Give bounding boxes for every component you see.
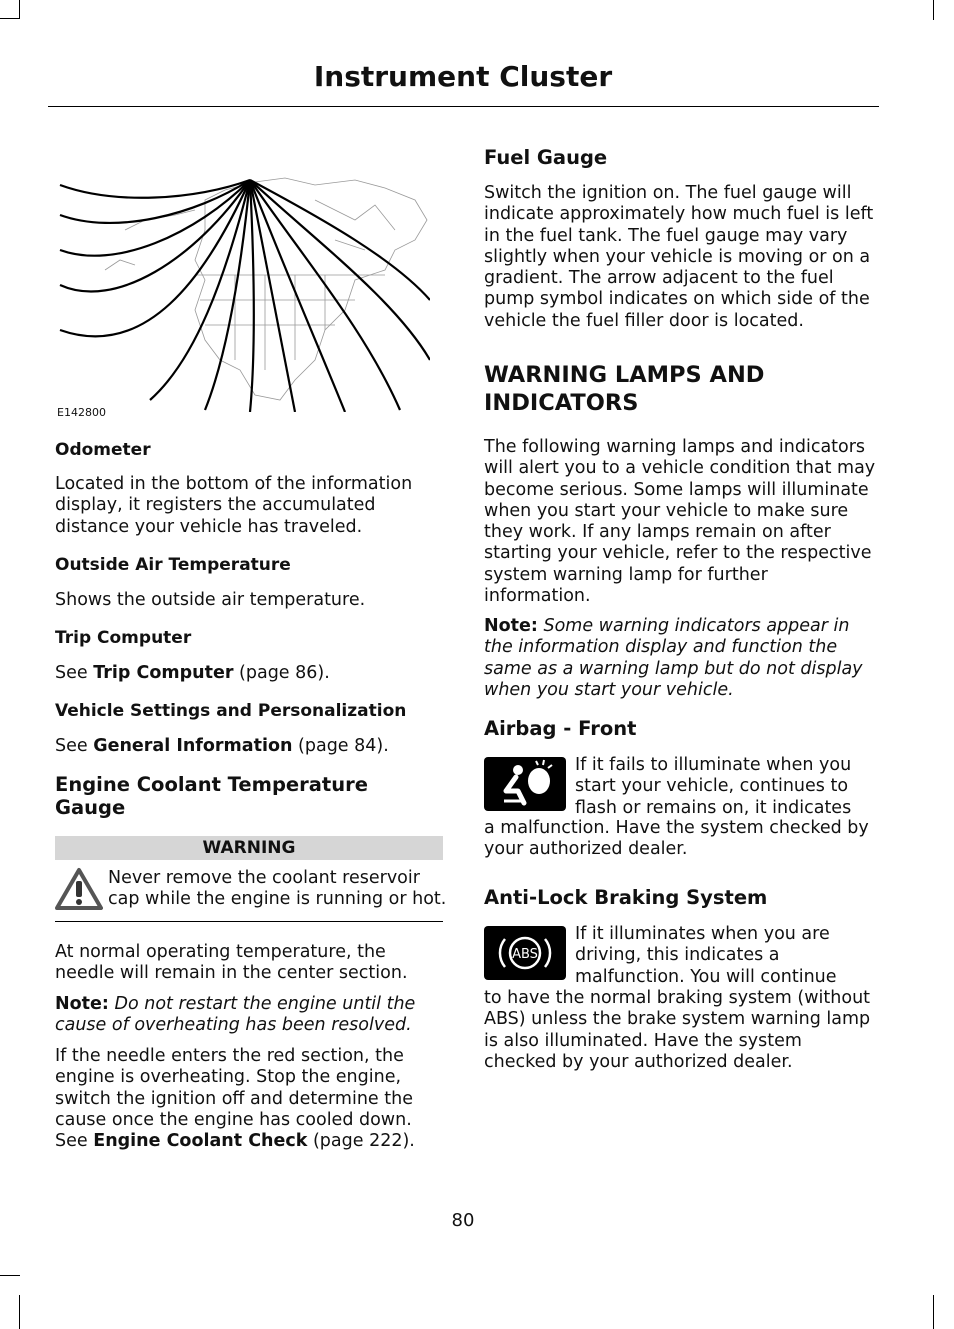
- abs-icon-label: ABS: [512, 947, 538, 962]
- airbag-line2: start your vehicle, continues to: [575, 776, 849, 797]
- crop-mark: [0, 1275, 20, 1276]
- engine-coolant-check-link[interactable]: Engine Coolant Check: [93, 1131, 308, 1152]
- header-rule: [48, 106, 879, 107]
- fuel-gauge-heading: Fuel Gauge: [484, 146, 608, 169]
- general-information-link[interactable]: General Information: [93, 736, 293, 756]
- see-label: See: [55, 663, 88, 683]
- airbag-text-rest: a malfunction. Have the system checked by your authorized dealer.: [484, 818, 869, 860]
- abs-text-rest: to have the normal braking system (without ABS) unless the brake system warning lamp is also illuminated. Have the system checked by your authorized dealer.: [484, 988, 871, 1072]
- abs-line2: driving, this indicates a: [575, 945, 780, 966]
- note-label: Note:: [484, 616, 538, 636]
- page-title: Instrument Cluster: [313, 60, 613, 93]
- fuel-gauge-text: Switch the ignition on. The fuel gauge will indicate approximately how much fuel is left in the fuel tank. The fuel gauge may vary slightly when your vehicle is moving or on a gradient. The arrow adjacent to the fuel pump symbol indicates on which side of the vehicle the fuel filler door is located.: [484, 183, 874, 331]
- crop-mark: [933, 0, 934, 20]
- see-label: See: [55, 1131, 88, 1152]
- abs-line3: malfunction. You will continue: [575, 966, 837, 987]
- abs-icon: [484, 926, 566, 980]
- coolant-heading-line2: Gauge: [55, 796, 126, 819]
- warning-lamps-text: The following warning lamps and indicators will alert you to a vehicle condition that may become serious. Some lamps will illuminate when you start your vehicle to make sure they work. If any lamps remain on after starting your vehicle, refer to the respective system warning lamp for further information.: [484, 437, 876, 607]
- warning-lamps-heading-line2: INDICATORS: [484, 390, 639, 416]
- note-text: Do not restart the engine until the cause of overheating has been resolved.: [55, 994, 416, 1036]
- note-label: Note:: [55, 994, 109, 1014]
- vehicle-settings-reference: [55, 736, 443, 757]
- odometer-text: Located in the bottom of the information display, it registers the accumulated distance your vehicle has traveled.: [55, 474, 413, 537]
- odometer-heading: Odometer: [55, 440, 151, 460]
- trip-computer-reference: [55, 663, 443, 684]
- crop-mark: [0, 18, 20, 19]
- abs-line1: If it illuminates when you are: [575, 924, 830, 944]
- see-label: See: [55, 736, 88, 756]
- note-text: Some warning indicators appear in the information display and function the same as a warning lamp but do not display when you start your vehicle.: [484, 616, 863, 700]
- coolant-overheat-text: [55, 1046, 443, 1152]
- trip-computer-heading: Trip Computer: [55, 628, 192, 648]
- warning-lamps-note: [484, 616, 876, 701]
- page-number: 80: [451, 1210, 475, 1231]
- page-reference: (page 84).: [298, 736, 389, 756]
- page-reference: (page 86).: [239, 663, 330, 683]
- warning-lamps-heading: [484, 361, 876, 417]
- coolant-gauge-heading: [55, 773, 443, 819]
- warning-label: WARNING: [55, 836, 443, 860]
- warning-lamps-heading-line1: WARNING LAMPS AND: [484, 362, 765, 388]
- outside-air-text: Shows the outside air temperature.: [55, 590, 366, 610]
- outside-air-heading: Outside Air Temperature: [55, 555, 291, 575]
- airbag-line3: flash or remains on, it indicates: [575, 797, 852, 818]
- airbag-line1: If it fails to illuminate when you: [575, 755, 852, 775]
- crop-mark: [19, 1295, 20, 1329]
- crop-mark: [933, 1295, 934, 1329]
- overheat-text: If the needle enters the red section, the engine is overheating. Stop the engine, switch the ignition off and determine the cause once the engine has cooled down.: [55, 1046, 413, 1130]
- airbag-heading: Airbag - Front: [484, 717, 637, 740]
- coolant-normal-text: At normal operating temperature, the needle will remain in the center section.: [55, 942, 408, 984]
- compass-zone-map-icon: [55, 160, 430, 412]
- abs-heading: Anti-Lock Braking System: [484, 886, 768, 909]
- figure-id: E142800: [57, 406, 106, 419]
- warning-text: Never remove the coolant reservoir cap while the engine is running or hot.: [108, 868, 447, 910]
- airbag-text-top: [575, 755, 875, 819]
- coolant-heading-line1: Engine Coolant Temperature: [55, 773, 368, 796]
- crop-mark: [19, 0, 20, 18]
- warning-divider: [55, 921, 443, 922]
- warning-triangle-icon: [55, 867, 103, 911]
- coolant-note: [55, 994, 443, 1037]
- page-reference: (page 222).: [312, 1131, 415, 1152]
- airbag-icon: [484, 757, 566, 811]
- vehicle-settings-heading: Vehicle Settings and Personalization: [55, 701, 407, 721]
- abs-text-top: [575, 924, 875, 988]
- trip-computer-link[interactable]: Trip Computer: [93, 663, 234, 683]
